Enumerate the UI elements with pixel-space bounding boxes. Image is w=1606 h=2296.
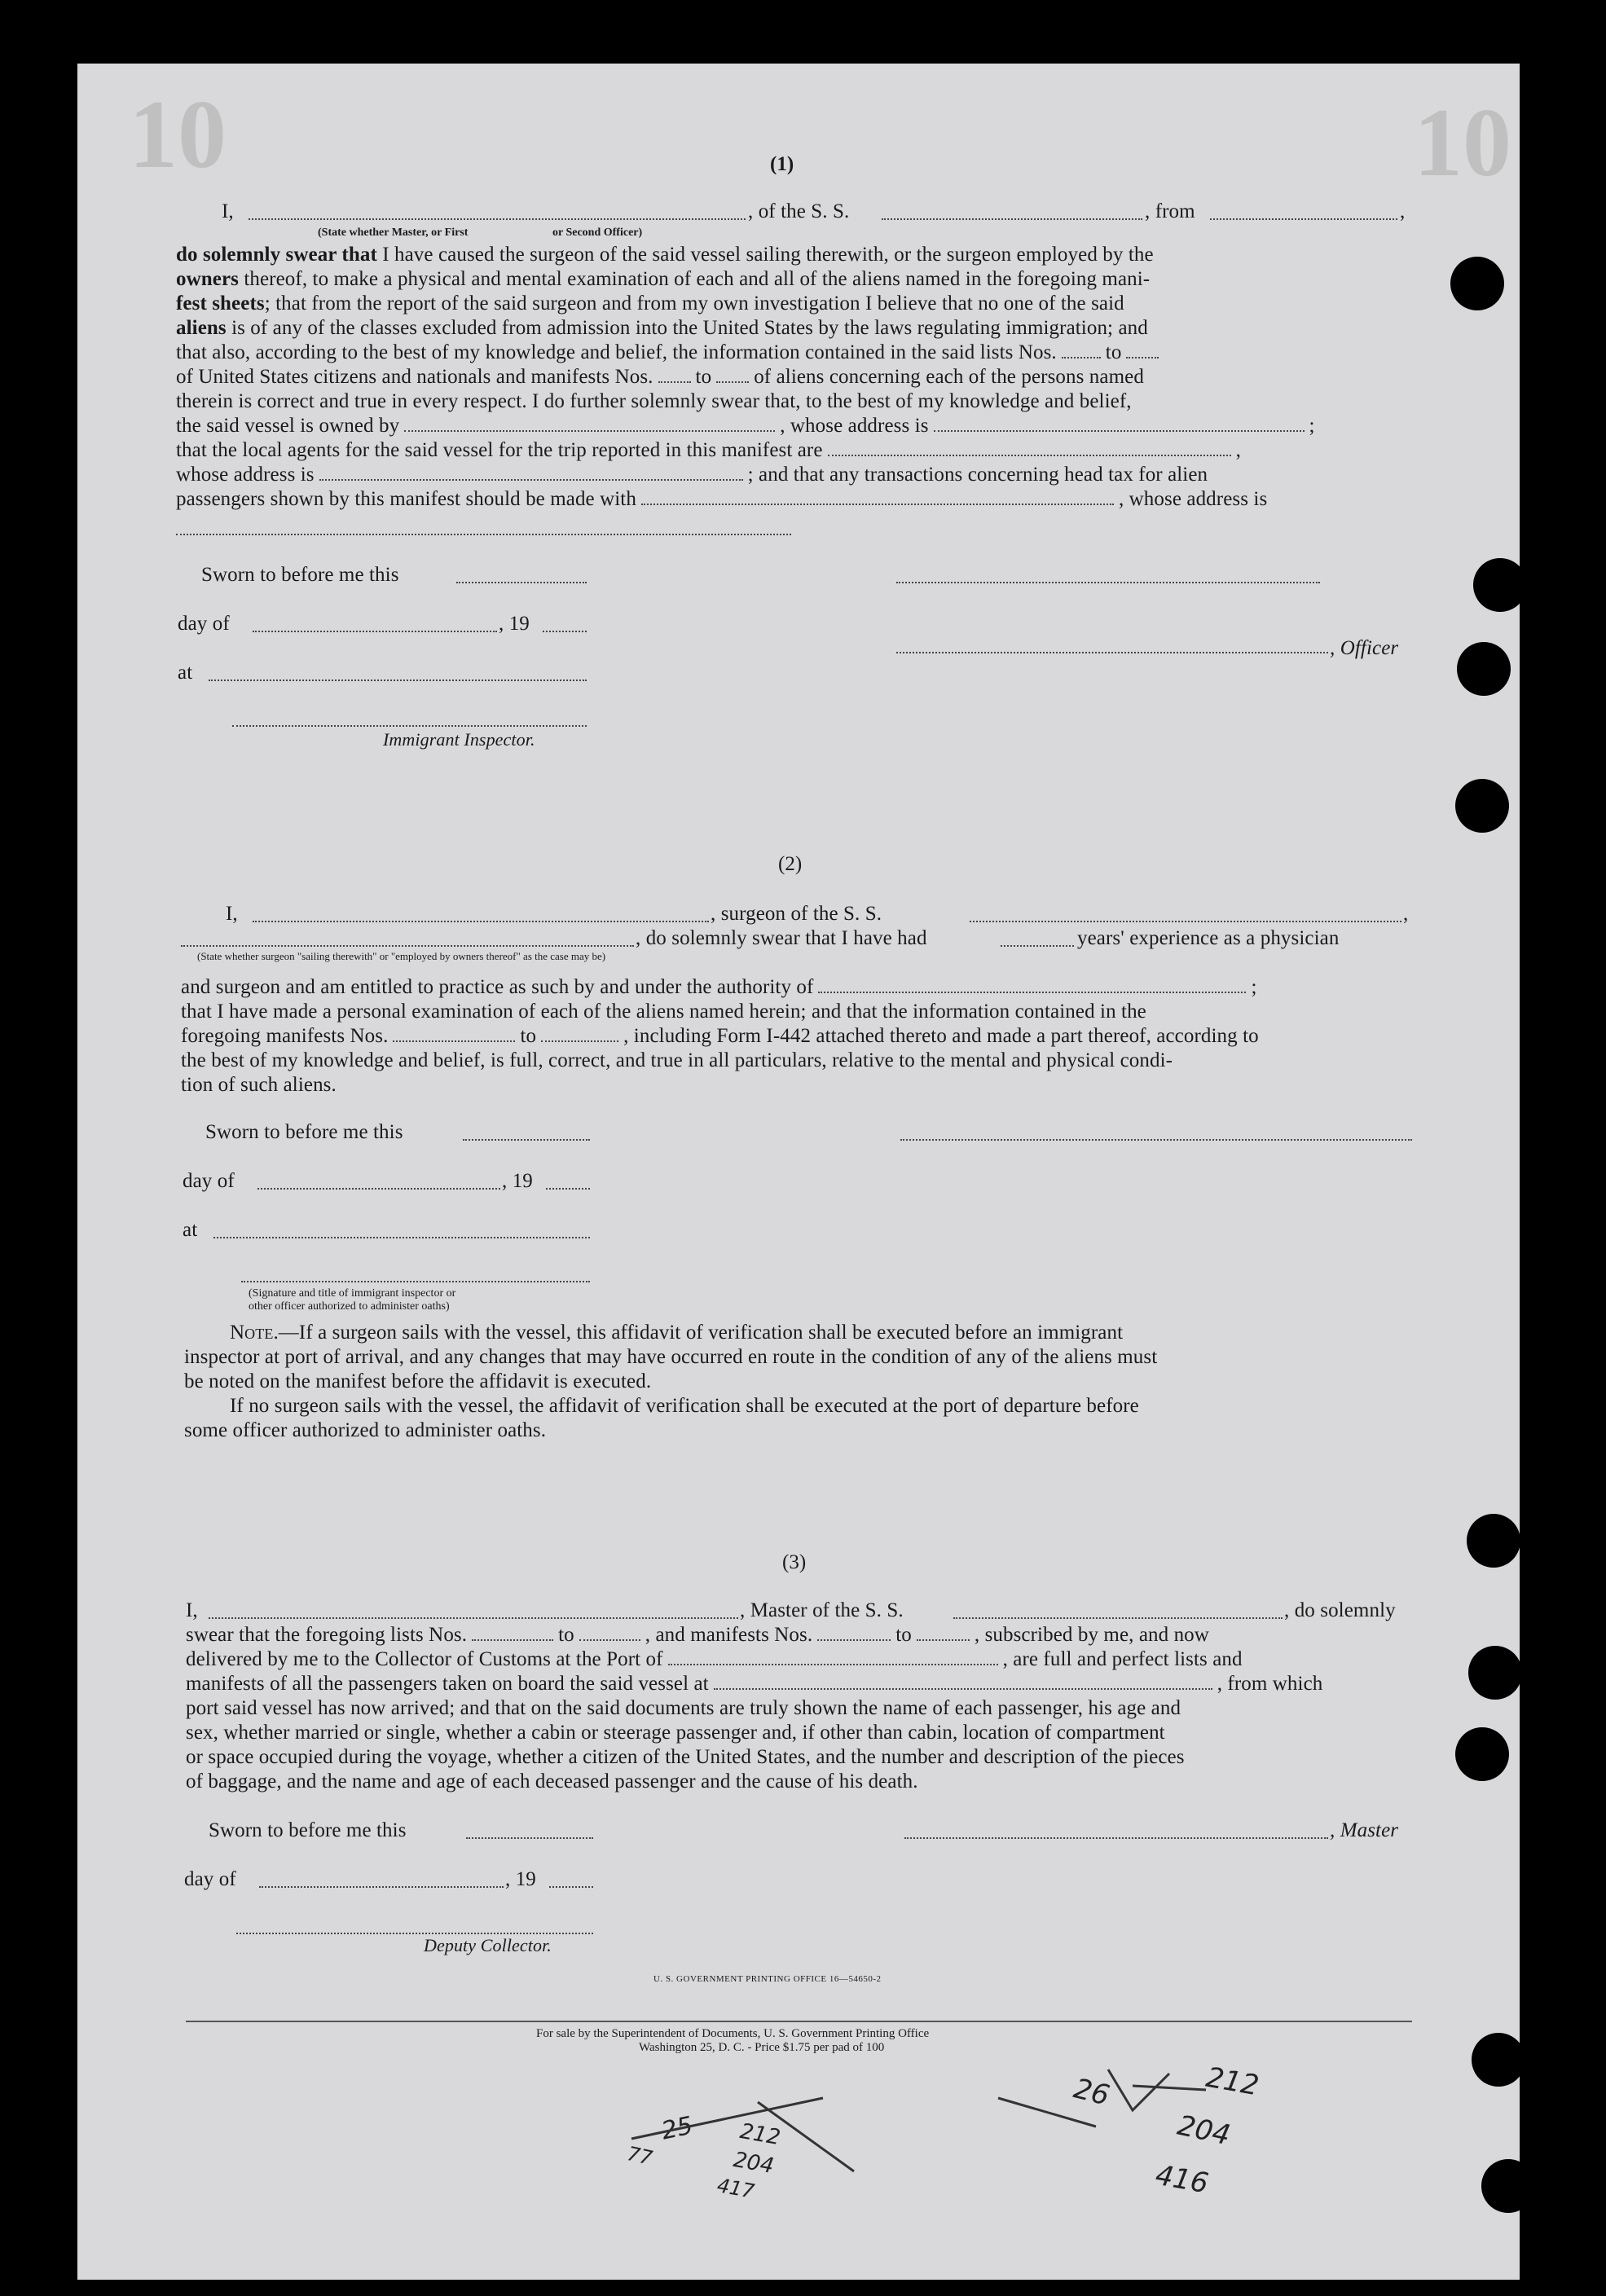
master-label: , Master xyxy=(1330,1819,1399,1841)
s1-paragraph-line: do solemnly swear that I have caused the surgeon of the said vessel sailing therewith, or the surgeon employed by the xyxy=(176,244,1154,266)
handwritten-number: 212 xyxy=(1203,2061,1261,2103)
note-line: be noted on the manifest before the affidavit is executed. xyxy=(184,1370,652,1392)
handwritten-number: 204 xyxy=(731,2147,776,2179)
s1-paragraph-line: fest sheets; that from the report of the said surgeon and from my own investigation I believe that no one of the said xyxy=(176,292,1124,314)
s3-year-label: , 19 xyxy=(505,1868,536,1890)
s3-text: , Master of the S. S. xyxy=(740,1599,904,1621)
s1-paragraph-line: therein is correct and true in every respect. I do further solemnly swear that, to the best of my knowledge and belief, xyxy=(176,390,1132,412)
s1-text: , xyxy=(1400,200,1406,222)
s1-paragraph-line: of United States citizens and nationals and manifests Nos. to of aliens concerning each of the persons named xyxy=(176,366,1144,388)
s2-text: , surgeon of the S. S. xyxy=(711,903,882,925)
s1-text: I, xyxy=(222,200,234,222)
s2-year-label: , 19 xyxy=(502,1170,533,1192)
s2-paragraph-line: and surgeon and am entitled to practice as such by and under the authority of ; xyxy=(181,976,1257,998)
s2-text: , xyxy=(1403,903,1409,925)
s1-paragraph-line: that also, according to the best of my knowledge and belief, the information contained in the said lists Nos. to xyxy=(176,341,1164,364)
note-line: some officer authorized to administer oaths. xyxy=(184,1419,547,1441)
s3-text: , do solemnly xyxy=(1284,1599,1396,1621)
s2-signature-caption: (Signature and title of immigrant inspector or xyxy=(249,1287,456,1300)
s1-at-label: at xyxy=(178,662,193,684)
s1-year-label: , 19 xyxy=(499,613,530,635)
s3-paragraph-line: delivered by me to the Collector of Customs at the Port of , are full and perfect lists and xyxy=(186,1648,1243,1670)
s1-paragraph-line: owners thereof, to make a physical and mental examination of each and all of the aliens named in the foregoing mani- xyxy=(176,268,1151,290)
section-1-heading: (1) xyxy=(770,153,794,175)
gpo-imprint: U. S. GOVERNMENT PRINTING OFFICE 16—54650-2 xyxy=(653,1974,882,1984)
s2-text: I, xyxy=(226,903,238,925)
s1-paragraph-line: whose address is ; and that any transactions concerning head tax for alien xyxy=(176,464,1208,486)
s2-at-label: at xyxy=(183,1219,198,1241)
handwritten-number: 25 xyxy=(658,2111,696,2146)
s3-paragraph-line: sex, whether married or single, whether a cabin or steerage passenger and, if other than cabin, location of compartment xyxy=(186,1722,1165,1744)
s1-sworn-label: Sworn to before me this xyxy=(201,564,399,586)
handwritten-number: 26 xyxy=(1070,2072,1113,2113)
s1-paragraph-line: passengers shown by this manifest should be made with , whose address is xyxy=(176,488,1268,510)
s2-sworn-label: Sworn to before me this xyxy=(205,1121,403,1143)
s2-signature-caption: other officer authorized to administer oaths) xyxy=(249,1300,450,1313)
s2-paragraph-line: tion of such aliens. xyxy=(181,1074,337,1096)
footer-line: Washington 25, D. C. - Price $1.75 per pad of 100 xyxy=(639,2041,885,2054)
s2-day-label: day of xyxy=(183,1170,235,1192)
note-line: Note.—If a surgeon sails with the vessel, this affidavit of verification shall be executed before an immigrant xyxy=(230,1322,1124,1344)
footer-line: For sale by the Superintendent of Documents, U. S. Government Printing Office xyxy=(536,2027,930,2040)
handwritten-number: 212 xyxy=(737,2118,782,2151)
s1-paragraph-line: that the local agents for the said vessel for the trip reported in this manifest are , xyxy=(176,439,1241,461)
s2-text: , do solemnly swear that I have had xyxy=(636,927,927,949)
section-2-heading: (2) xyxy=(778,853,803,875)
officer-label: , Officer xyxy=(1330,637,1399,659)
s3-paragraph-line: or space occupied during the voyage, whether a citizen of the United States, and the number and description of the pieces xyxy=(186,1746,1185,1768)
handwritten-number: 77 xyxy=(625,2142,655,2170)
s3-paragraph-line: manifests of all the passengers taken on board the said vessel at , from which xyxy=(186,1673,1323,1695)
handwritten-number: 416 xyxy=(1153,2158,1211,2201)
s1-sublabel: or Second Officer) xyxy=(552,227,643,239)
s1-day-label: day of xyxy=(178,613,230,635)
handwritten-number: 417 xyxy=(715,2174,756,2203)
corner-stamp-left: 10 xyxy=(129,80,227,188)
s2-paragraph-line: the best of my knowledge and belief, is full, correct, and true in all particulars, relative to the mental and physical condi- xyxy=(181,1049,1173,1071)
s1-paragraph-line: aliens is of any of the classes excluded from admission into the United States by the laws regulating immigration; and xyxy=(176,317,1148,339)
note-line: If no surgeon sails with the vessel, the affidavit of verification shall be executed at the port of departure before xyxy=(230,1395,1139,1417)
s2-text: years' experience as a physician xyxy=(1077,927,1340,949)
s1-sublabel: (State whether Master, or First xyxy=(318,227,469,239)
s3-paragraph-line: of baggage, and the name and age of each deceased passenger and the cause of his death. xyxy=(186,1770,918,1792)
s3-sworn-label: Sworn to before me this xyxy=(209,1819,407,1841)
s3-text: I, xyxy=(186,1599,198,1621)
immigrant-inspector-label: Immigrant Inspector. xyxy=(383,729,535,750)
note-line: inspector at port of arrival, and any changes that may have occurred en route in the condition of any of the aliens must xyxy=(184,1346,1158,1368)
s3-paragraph-line: port said vessel has now arrived; and that on the said documents are truly shown the name of each passenger, his age and xyxy=(186,1697,1181,1719)
handwritten-number: 204 xyxy=(1174,2109,1234,2153)
s2-paragraph-line: that I have made a personal examination of each of the aliens named herein; and that the information contained in the xyxy=(181,1001,1146,1023)
s1-text: , of the S. S. xyxy=(748,200,850,222)
s2-paragraph-line: foregoing manifests Nos. to , including Form I-442 attached thereto and made a part thereof, according to xyxy=(181,1025,1259,1047)
s3-day-label: day of xyxy=(184,1868,236,1890)
s2-sublabel: (State whether surgeon "sailing therewith" or "employed by owners thereof" as the case may be) xyxy=(197,950,606,962)
section-3-heading: (3) xyxy=(782,1551,807,1573)
s3-paragraph-line: swear that the foregoing lists Nos. to , and manifests Nos. to , subscribed by me, and now xyxy=(186,1624,1209,1646)
s1-paragraph-line: the said vessel is owned by , whose address is ; xyxy=(176,415,1315,437)
corner-stamp-right: 10 xyxy=(1414,88,1511,196)
deputy-collector-label: Deputy Collector. xyxy=(424,1935,552,1955)
s1-text: , from xyxy=(1145,200,1195,222)
